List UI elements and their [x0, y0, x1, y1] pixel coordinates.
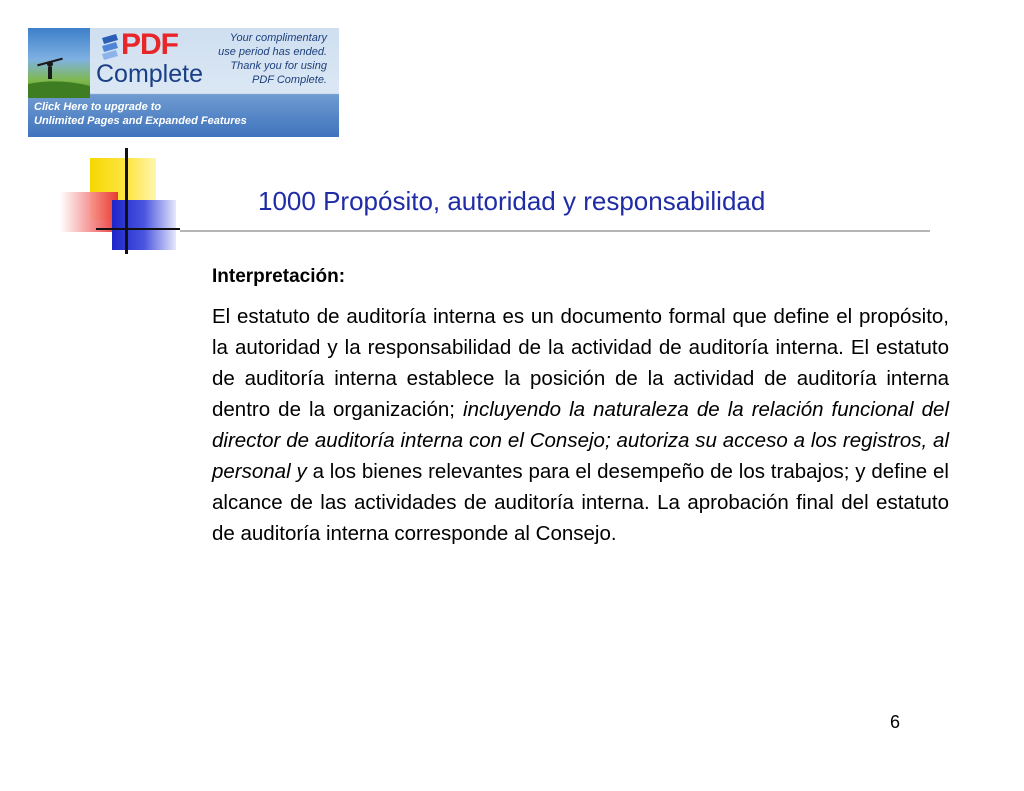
banner-message-line: PDF Complete. [252, 74, 327, 86]
banner-message-line: use period has ended. [218, 46, 327, 58]
decor-blue-square [112, 200, 176, 250]
paragraph-text: El estatuto de auditoría interna es un documento formal que define el propósito, la autoridad y la responsabilidad de la actividad de auditoría interna. El estatuto de auditoría interna establece la posición de la actividad de auditoría interna dentro de la organización; [212, 305, 949, 421]
upgrade-link-line[interactable]: Click Here to upgrade to [34, 101, 162, 113]
upgrade-link[interactable] [34, 100, 247, 128]
banner-brand-pdf: PDF [121, 28, 178, 61]
decor-vertical-line [125, 148, 128, 254]
section-heading: Interpretación: [212, 266, 346, 287]
paragraph-text-end: a los bienes relevantes para el desempeño de los trabajos; y define el alcance de las actividades de auditoría interna. La aprobación final del estatuto de auditoría interna corresponde al Consejo. [212, 460, 949, 545]
banner-message-line: Your complimentary [229, 32, 327, 44]
upgrade-link-line[interactable]: Unlimited Pages and Expanded Features [34, 115, 247, 127]
banner-message-line: Thank you for using [230, 60, 327, 72]
body-paragraph [212, 301, 949, 549]
slide-title: 1000 Propósito, autoridad y responsabilidad [258, 186, 766, 216]
pdf-complete-upgrade-banner[interactable] [28, 28, 339, 137]
title-divider [180, 230, 930, 232]
page-number: 6 [890, 712, 901, 732]
decor-red-square [60, 192, 118, 232]
paragraph-italic-text: incluyendo la naturaleza de la relación funcional del director de auditoría interna con el Consejo; autoriza su acceso a los registros, al personal y [212, 398, 949, 483]
decor-horizontal-line [96, 228, 180, 230]
banner-photo [28, 28, 90, 98]
banner-brand-complete: Complete [96, 60, 203, 88]
banner-message [177, 31, 327, 87]
